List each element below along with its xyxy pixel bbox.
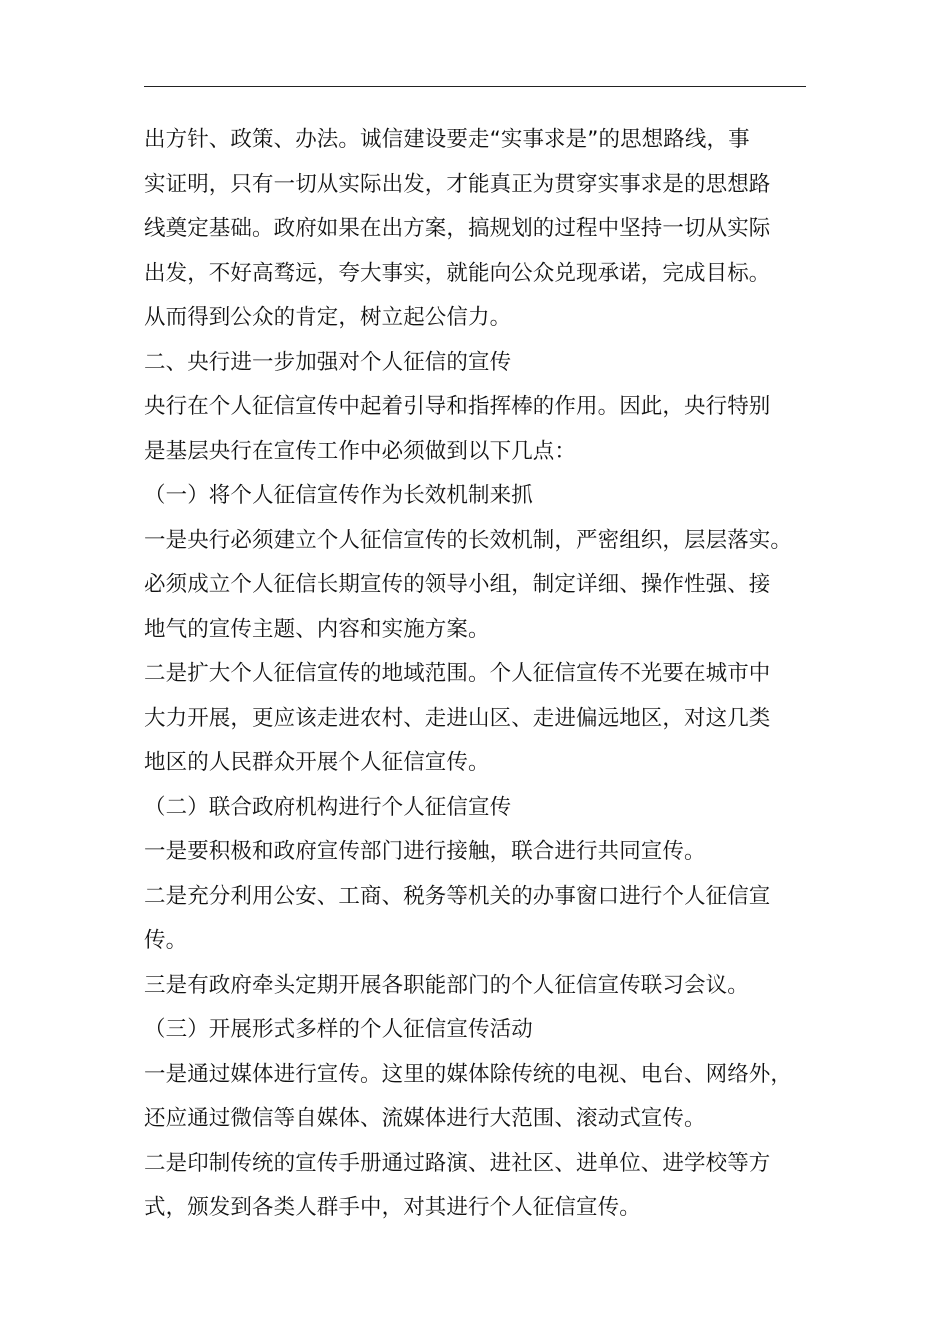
text-line: 一是要积极和政府宣传部门进行接触，联合进行共同宣传。 bbox=[144, 839, 706, 864]
section-heading: 二、央行进一步加强对个人征信的宣传 bbox=[144, 349, 512, 375]
text-line: 实证明，只有一切从实际出发，才能真正为贯穿实事求是的思想路 bbox=[144, 171, 771, 197]
text-line: 线奠定基础。政府如果在出方案，搞规划的过程中坚持一切从实际 bbox=[144, 216, 771, 241]
text-line: 必须成立个人征信长期宣传的领导小组，制定详细、操作性强、接 bbox=[144, 572, 771, 597]
subsection-heading: （三）开展形式多样的个人征信宣传活动 bbox=[144, 1017, 533, 1042]
subsection-heading: （二）联合政府机构进行个人征信宣传 bbox=[144, 794, 512, 820]
text-line: 还应通过微信等自媒体、流媒体进行大范围、滚动式宣传。 bbox=[144, 1106, 706, 1131]
text-line: 地区的人民群众开展个人征信宣传。 bbox=[144, 750, 490, 775]
body-text bbox=[144, 118, 812, 1231]
text-line: 二是印制传统的宣传手册通过路演、进社区、进单位、进学校等方 bbox=[144, 1150, 771, 1176]
text-line: 传。 bbox=[144, 928, 188, 953]
text-line: 二是扩大个人征信宣传的地域范围。个人征信宣传不光要在城市中 bbox=[144, 661, 771, 686]
text-line: 地气的宣传主题、内容和实施方案。 bbox=[144, 616, 490, 642]
text-line: 是基层央行在宣传工作中必须做到以下几点： bbox=[144, 438, 577, 464]
header-rule bbox=[144, 86, 806, 87]
text-line: 从而得到公众的肯定，树立起公信力。 bbox=[144, 305, 512, 330]
text-line: 二是充分利用公安、工商、税务等机关的办事窗口进行个人征信宣 bbox=[144, 883, 771, 909]
text-line: 大力开展，更应该走进农村、走进山区、走进偏远地区，对这几类 bbox=[144, 705, 771, 731]
text-line: 一是通过媒体进行宣传。这里的媒体除传统的电视、电台、网络外， bbox=[144, 1061, 793, 1087]
text-line: 出发，不好高骛远，夸大事实，就能向公众兑现承诺，完成目标。 bbox=[144, 260, 771, 286]
text-line: 央行在个人征信宣传中起着引导和指挥棒的作用。因此，央行特别 bbox=[144, 394, 771, 419]
text-line: 出方针、政策、办法。诚信建设要走“实事求是”的思想路线，事 bbox=[144, 127, 750, 152]
text-line: 三是有政府牵头定期开展各职能部门的个人征信宣传联习会议。 bbox=[144, 972, 749, 998]
text-line: 式，颁发到各类人群手中，对其进行个人征信宣传。 bbox=[144, 1195, 641, 1220]
text-line: 一是央行必须建立个人征信宣传的长效机制，严密组织，层层落实。 bbox=[144, 527, 793, 553]
subsection-heading: （一）将个人征信宣传作为长效机制来抓 bbox=[144, 483, 533, 508]
